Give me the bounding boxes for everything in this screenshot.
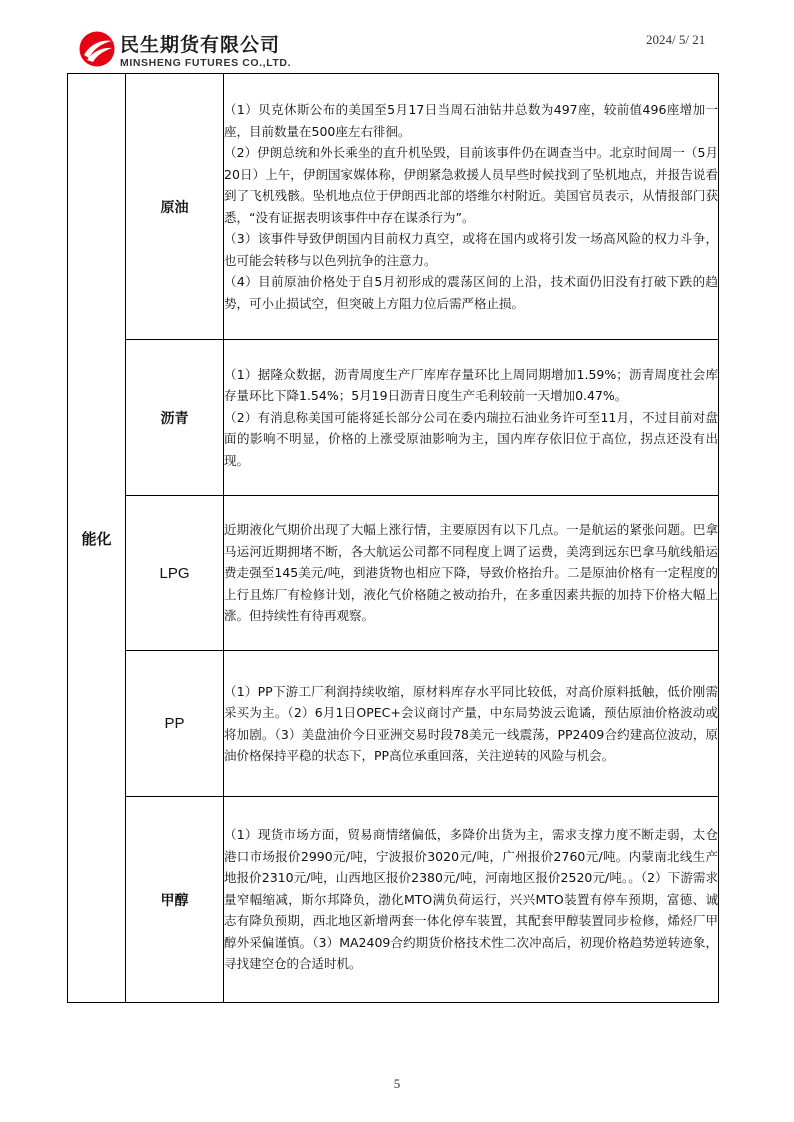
table-row — [68, 74, 719, 340]
table-row — [68, 496, 719, 651]
company-name-cn: 民生期货有限公司 — [120, 34, 281, 56]
category-cell: 能化 — [68, 74, 126, 1003]
commodity-analysis — [224, 340, 719, 496]
analysis-paragraph: （1）PP下游工厂利润持续收缩，原材料库存水平同比较低，对高价原料抵触，低价刚需采买为主。（2）6月1日OPEC+会议商讨产量，中东局势波云诡谲，预估原油价格波动或将加剧。（3）美盘油价今日亚洲交易时段78美元一线震荡，PP2409合约建高位波动，原油价格保持平稳的状态下，PP高位承重回落，关注逆转的风险与机会。 — [224, 683, 718, 763]
analysis-paragraph: （1）贝克休斯公布的美国至5月17日当周石油钻井总数为497座，较前值496座增加一座，目前数量在500座左右徘徊。 — [224, 102, 718, 139]
table-row — [68, 651, 719, 797]
company-name-en: MINSHENG FUTURES CO.,LTD. — [120, 57, 292, 69]
commodity-analysis — [224, 651, 719, 797]
company-logo — [78, 28, 318, 72]
commodity-name: 原油 — [126, 74, 224, 340]
commodity-name: PP — [126, 651, 224, 797]
commodity-analysis — [224, 74, 719, 340]
analysis-paragraph: （1）现货市场方面，贸易商情绪偏低，多降价出货为主，需求支撑力度不断走弱，太仓港口市场报价2990元/吨，宁波报价3020元/吨，广州报价2760元/吨。内蒙南北线生产地报价2310元/吨，山西地区报价2380元/吨，河南地区报价2520元/吨。。（2）下游需求量窄幅缩减，斯尔邦降负，渤化MTO满负荷运行，兴兴MTO装置有停车预期，富德、诚志有降负预期，西北地区新增两套一体化停车装置，其配套甲醇装置同步检修，烯烃厂甲醇外采偏谨慎。（3）MA2409合约期货价格技术性二次冲高后，初现价格趋势逆转迹象，寻找建空仓的合适时机。 — [224, 827, 718, 972]
analysis-paragraph: （3）该事件导致伊朗国内目前权力真空，或将在国内或将引发一场高风险的权力斗争，也可能会转移与以色列抗争的注意力。 — [224, 231, 718, 268]
commodity-analysis — [224, 496, 719, 651]
commodity-analysis — [224, 797, 719, 1003]
analysis-paragraph: （4）目前原油价格处于自5月初形成的震荡区间的上沿，技术面仍旧没有打破下跌的趋势，可小止损试空，但突破上方阻力位后需严格止损。 — [224, 274, 718, 311]
analysis-paragraph: 近期液化气期价出现了大幅上涨行情，主要原因有以下几点。一是航运的紧张问题。巴拿马运河近期拥堵不断，各大航运公司都不同程度上调了运费，美湾到远东巴拿马航线船运费走强至145美元/吨，到港货物也相应下降，导致价格抬升。二是原油价格有一定程度的上行且炼厂有检修计划，液化气价格随之被动抬升，在多重因素共振的加持下价格大幅上涨。但持续性有待再观察。 — [224, 522, 718, 624]
commodity-table — [67, 73, 719, 1003]
report-date: 2024/ 5/ 21 — [646, 32, 706, 47]
table-row — [68, 340, 719, 496]
commodity-name: LPG — [126, 496, 224, 651]
commodity-name: 甲醇 — [126, 797, 224, 1003]
table-row — [68, 797, 719, 1003]
analysis-paragraph: （2）有消息称美国可能将延长部分公司在委内瑞拉石油业务许可至11月，不过目前对盘面的影响不明显，价格的上涨受原油影响为主，国内库存依旧位于高位，拐点还没有出现。 — [224, 409, 718, 468]
commodity-name: 沥青 — [126, 340, 224, 496]
minsheng-logo-icon — [78, 30, 116, 68]
page-number: 5 — [393, 1076, 401, 1091]
analysis-paragraph: （1）据隆众数据，沥青周度生产厂库库存量环比上周同期增加1.59%；沥青周度社会库存量环比下降1.54%；5月19日沥青日度生产毛利较前一天增加0.47%。 — [224, 366, 718, 404]
analysis-paragraph: （2）伊朗总统和外长乘坐的直升机坠毁，目前该事件仍在调查当中。北京时间周一（5月20日）上午，伊朗国家媒体称，伊朗紧急救援人员早些时候找到了坠机地点，并报告说看到了飞机残骸。坠机地点位于伊朗西北部的塔维尔村附近。美国官员表示，从情报部门获悉，“没有证据表明该事件中存在谋杀行为”。 — [224, 145, 718, 225]
